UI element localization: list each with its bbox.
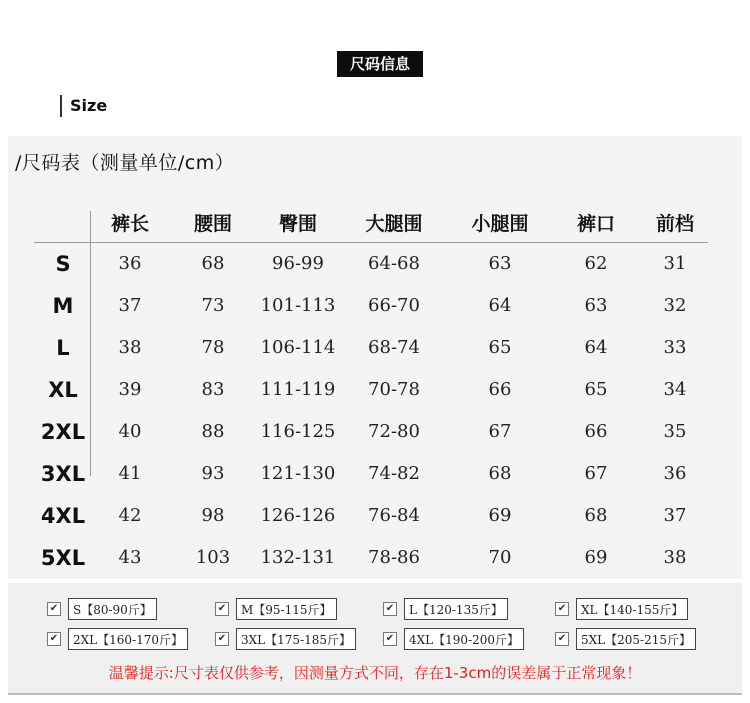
measurement-cell: 36	[118, 253, 142, 274]
table-header-row	[34, 208, 708, 243]
measurement-cell: 37	[663, 505, 687, 526]
weight-guide-item[interactable]	[555, 598, 688, 620]
measurement-cell: 72-80	[368, 421, 420, 442]
header-cell-length: 裤长	[110, 213, 149, 235]
measurement-cell: 78-86	[368, 547, 420, 568]
size-table	[34, 208, 708, 579]
weight-guide-label: M【95-115斤】	[236, 598, 337, 620]
measurement-cell: 70-78	[368, 379, 420, 400]
measurement-cell: 64-68	[368, 253, 420, 274]
measurement-cell: 65	[584, 379, 608, 400]
measurement-cell: 42	[118, 505, 142, 526]
measurement-cell: 39	[118, 379, 142, 400]
header-cell-rise: 前档	[655, 213, 694, 235]
checkbox-icon[interactable]: ✔	[383, 632, 397, 646]
size-label-cell: S	[55, 252, 71, 276]
weight-guide-label: 4XL【190-200斤】	[404, 628, 524, 650]
measurement-cell: 40	[118, 421, 142, 442]
measurement-cell: 93	[201, 463, 225, 484]
weight-guide-item[interactable]	[383, 628, 524, 650]
measurement-warning: 温馨提示:尺寸表仅供参考，因测量方式不同，存在1-3cm的误差属于正常现象！	[108, 664, 642, 682]
checkbox-icon[interactable]: ✔	[383, 602, 397, 616]
checkbox-icon[interactable]: ✔	[47, 602, 61, 616]
table-row	[34, 369, 708, 411]
table-row	[34, 327, 708, 369]
measurement-cell: 36	[663, 463, 687, 484]
measurement-cell: 116-125	[260, 421, 336, 442]
checkbox-icon[interactable]: ✔	[555, 602, 569, 616]
measurement-cell: 43	[118, 547, 142, 568]
measurement-cell: 68	[488, 463, 512, 484]
measurement-cell: 65	[488, 337, 512, 358]
weight-guide-label: XL【140-155斤】	[576, 598, 688, 620]
table-row	[34, 285, 708, 327]
measurement-cell: 66	[488, 379, 512, 400]
measurement-cell: 62	[584, 253, 608, 274]
measurement-cell: 88	[201, 421, 225, 442]
header-cell-thigh: 大腿围	[365, 213, 423, 235]
size-label-cell: M	[52, 294, 74, 318]
size-label-cell: 3XL	[40, 462, 86, 486]
measurement-cell: 103	[195, 547, 231, 568]
measurement-cell: 67	[584, 463, 608, 484]
measurement-cell: 68	[201, 253, 225, 274]
unit-note: /尺码表（测量单位/cm）	[15, 152, 235, 174]
measurement-cell: 101-113	[260, 295, 336, 316]
measurement-cell: 33	[663, 337, 687, 358]
measurement-cell: 66	[584, 421, 608, 442]
measurement-cell: 66-70	[368, 295, 420, 316]
checkbox-icon[interactable]: ✔	[215, 602, 229, 616]
measurement-cell: 70	[488, 547, 512, 568]
measurement-cell: 63	[584, 295, 608, 316]
table-row	[34, 495, 708, 537]
size-heading: Size	[60, 95, 107, 117]
measurement-cell: 106-114	[260, 337, 336, 358]
table-row	[34, 243, 708, 285]
checkbox-icon[interactable]: ✔	[47, 632, 61, 646]
size-label-cell: 5XL	[40, 546, 86, 570]
measurement-cell: 67	[488, 421, 512, 442]
table-column-divider	[90, 211, 91, 476]
measurement-cell: 38	[118, 337, 142, 358]
measurement-cell: 37	[118, 295, 142, 316]
measurement-cell: 68-74	[368, 337, 420, 358]
measurement-cell: 31	[663, 253, 687, 274]
measurement-cell: 126-126	[260, 505, 336, 526]
header-cell-hem: 裤口	[576, 213, 615, 235]
weight-guide-item[interactable]	[215, 628, 356, 650]
weight-guide-item[interactable]	[215, 598, 337, 620]
measurement-cell: 74-82	[368, 463, 420, 484]
weight-guide-label: 3XL【175-185斤】	[236, 628, 356, 650]
measurement-cell: 96-99	[272, 253, 324, 274]
measurement-cell: 111-119	[260, 379, 336, 400]
measurement-cell: 78	[201, 337, 225, 358]
size-label-cell: 4XL	[40, 504, 86, 528]
measurement-cell: 63	[488, 253, 512, 274]
table-row	[34, 453, 708, 495]
header-cell-calf: 小腿围	[471, 213, 529, 235]
weight-guide-item[interactable]	[555, 628, 696, 650]
section-title-badge: 尺码信息	[337, 51, 423, 77]
size-label-cell: 2XL	[40, 420, 86, 444]
header-cell-waist: 腰围	[193, 213, 232, 235]
checkbox-icon[interactable]: ✔	[215, 632, 229, 646]
measurement-cell: 76-84	[368, 505, 420, 526]
measurement-cell: 35	[663, 421, 687, 442]
measurement-cell: 34	[663, 379, 687, 400]
measurement-cell: 68	[584, 505, 608, 526]
weight-guide-label: 2XL【160-170斤】	[68, 628, 188, 650]
weight-guide-item[interactable]	[47, 598, 157, 620]
measurement-cell: 83	[201, 379, 225, 400]
measurement-cell: 69	[488, 505, 512, 526]
measurement-cell: 38	[663, 547, 687, 568]
measurement-cell: 64	[584, 337, 608, 358]
weight-guide-item[interactable]	[383, 598, 508, 620]
table-body	[34, 243, 708, 579]
checkbox-icon[interactable]: ✔	[555, 632, 569, 646]
measurement-cell: 98	[201, 505, 225, 526]
weight-guide-label: 5XL【205-215斤】	[576, 628, 696, 650]
measurement-cell: 132-131	[260, 547, 336, 568]
weight-guide-label: L【120-135斤】	[404, 598, 508, 620]
measurement-cell: 73	[201, 295, 225, 316]
size-label-cell: L	[56, 336, 70, 360]
header-cell-hip: 臀围	[278, 213, 317, 235]
measurement-cell: 41	[118, 463, 142, 484]
measurement-cell: 64	[488, 295, 512, 316]
measurement-cell: 32	[663, 295, 687, 316]
table-row	[34, 411, 708, 453]
measurement-cell: 121-130	[260, 463, 336, 484]
table-row	[34, 537, 708, 579]
measurement-cell: 69	[584, 547, 608, 568]
weight-guide-item[interactable]	[47, 628, 188, 650]
weight-guide-label: S【80-90斤】	[68, 598, 157, 620]
header-cell-size	[34, 208, 92, 242]
size-label-cell: XL	[48, 378, 78, 402]
